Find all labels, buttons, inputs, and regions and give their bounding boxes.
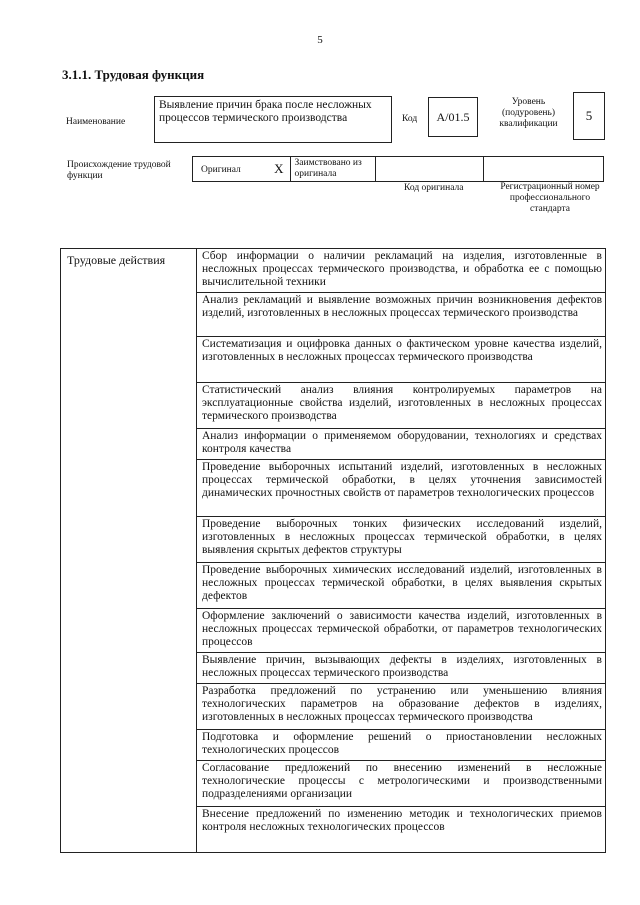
- code-original-label: Код оригинала: [404, 183, 464, 193]
- action-row: Проведение выборочных тонких физических исследований изделий, изготовленных в несложных процессах термической обработки, в целях выявления скрытых дефектов структуры: [197, 517, 605, 563]
- name-value: Выявление причин брака после несложных процессов термического производства: [154, 96, 392, 143]
- action-row: Анализ информации о применяемом оборудовании, технологиях и средствах контроля качества: [197, 429, 605, 460]
- action-row: Систематизация и оцифровка данных о фактическом уровне качества изделий, изготовленных в несложных процессах термического производства: [197, 337, 605, 383]
- origin-label: Происхождение трудовой функции: [67, 160, 171, 181]
- action-row: Согласование предложений по внесению изменений в несложные технологические процессы с метрологическими и производственными подразделениями организации: [197, 761, 605, 807]
- actions-label-cell: [61, 249, 197, 852]
- reg-number-label: Регистрационный номер профессионального стандарта: [500, 182, 600, 214]
- level-label: Уровень (подуровень) квалификации: [499, 97, 558, 129]
- level-value: 5: [573, 92, 605, 140]
- action-row: Подготовка и оформление решений о приостановлении несложных технологических процессов: [197, 730, 605, 761]
- origin-original-cell: [193, 157, 291, 181]
- origin-code-cell: [376, 157, 483, 181]
- actions-table: [60, 248, 606, 853]
- actions-list: [197, 249, 605, 841]
- code-value: А/01.5: [428, 97, 478, 137]
- action-row: Статистический анализ влияния контролируемых параметров на эксплуатационные свойства изделий, изготовленных в несложных процессах термического производства: [197, 383, 605, 429]
- name-label: Наименование: [66, 117, 126, 127]
- action-row: Проведение выборочных испытаний изделий, изготовленных в несложных процессах термической обработки, в целях уточнения зависимостей динамических прочностных свойств от параметров технологических процессов: [197, 460, 605, 517]
- page-number: 5: [317, 34, 323, 46]
- original-mark: X: [274, 161, 284, 176]
- action-row: Внесение предложений по изменению методик и технологических приемов контроля несложных технологических процессов: [202, 808, 602, 834]
- origin-reg-cell: [484, 157, 603, 181]
- action-row: Анализ рекламаций и выявление возможных причин возникновения дефектов изделий, изготовленных в несложных процессах термического производства: [197, 293, 605, 337]
- origin-row: [192, 156, 604, 182]
- borrowed-label: Заимствовано из оригинала: [291, 157, 377, 181]
- action-row: Выявление причин, вызывающих дефекты в изделиях, изготовленных в несложных процессах термического производства: [197, 653, 605, 684]
- original-label: Оригинал: [201, 165, 241, 175]
- action-row: Оформление заключений о зависимости качества изделий, изготовленных в несложных процессах термической обработки, от параметров технологических процессов: [197, 609, 605, 653]
- code-label: Код: [402, 114, 418, 124]
- action-row: Сбор информации о наличии рекламаций на изделия, изготовленные в несложных процессах термического производства, и обработка ее с помощью вычислительной техники: [197, 249, 605, 293]
- section-title: 3.1.1. Трудовая функция: [62, 67, 205, 82]
- action-row: Проведение выборочных химических исследований изделий, изготовленных в несложных процессах термической обработки, в целях выявления скрытых дефектов: [197, 563, 605, 609]
- action-row: Разработка предложений по устранению или уменьшению влияния технологических параметров на образование дефектов в изделиях, изготовленных в несложных процессах термического производства: [197, 684, 605, 730]
- actions-label: Трудовые действия: [67, 253, 166, 267]
